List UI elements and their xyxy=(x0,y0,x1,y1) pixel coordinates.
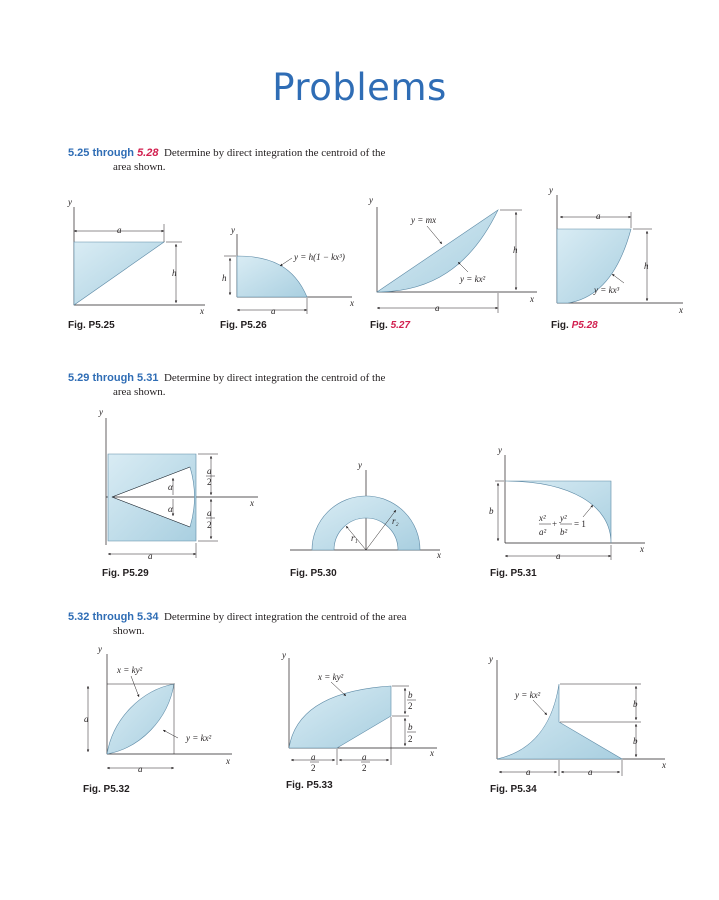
dim-a-vertical: a xyxy=(84,714,89,724)
dim-a: a xyxy=(271,306,276,316)
x-axis-label: x xyxy=(350,298,354,308)
dim-h: h xyxy=(222,273,227,283)
dim-b-half-num: b xyxy=(408,690,413,700)
x-axis-label: x xyxy=(662,760,666,770)
dim-a-half-den-2: 2 xyxy=(207,520,212,530)
figure-p526 xyxy=(222,225,354,316)
eq-den-2: b² xyxy=(560,527,568,537)
problem-text: Determine by direct integration the centroid of the xyxy=(163,372,386,384)
y-axis-label: y xyxy=(498,445,502,455)
x-axis-label: x xyxy=(200,306,204,316)
dim-a-horizontal: a xyxy=(138,764,143,774)
caption-p531: Fig. P5.31 xyxy=(490,568,537,579)
caption-p533: Fig. P5.33 xyxy=(286,780,333,791)
y-axis-label: y xyxy=(549,185,553,195)
dim-b-half-den-2: 2 xyxy=(408,734,413,744)
figure-p534 xyxy=(488,654,666,777)
figure-p529 xyxy=(98,407,258,561)
y-axis-label: y xyxy=(99,407,103,417)
caption-p525: Fig. P5.25 xyxy=(68,320,115,331)
problem-text: Determine by direct integration the centroid of the area xyxy=(163,611,407,623)
caption-p534: Fig. P5.34 xyxy=(490,784,537,795)
problem-text: Determine by direct integration the centroid of the xyxy=(163,147,386,159)
dim-b-half-den: 2 xyxy=(408,701,413,711)
dim-a-half-den: 2 xyxy=(311,763,316,773)
square-minus-sector-area xyxy=(108,454,196,541)
y-axis-label: y xyxy=(68,197,72,207)
curve-equation: y = kx² xyxy=(460,274,486,284)
y-axis-label: y xyxy=(358,460,362,470)
problem-text-cont: area shown. xyxy=(113,386,166,398)
dim-h: h xyxy=(513,245,518,255)
dim-a: a xyxy=(435,303,440,313)
dim-h: h xyxy=(172,268,177,278)
eq-num-1: x² xyxy=(539,513,546,523)
figure-p530 xyxy=(290,460,441,560)
y-axis-label: y xyxy=(98,644,102,654)
eq-num-2: y² xyxy=(560,513,567,523)
line-equation: y = mx xyxy=(411,215,437,225)
eq-plus: + xyxy=(552,519,558,529)
x-axis-label: x xyxy=(640,544,644,554)
angle-alpha-upper: α xyxy=(168,482,173,492)
lens-area xyxy=(107,684,174,754)
curve-equation: y = kx³ xyxy=(594,285,620,295)
curve-equation-1: x = ky² xyxy=(117,665,143,675)
radius-r1: r₁ xyxy=(351,533,358,543)
spandrel-area xyxy=(505,481,611,543)
triangle-area xyxy=(74,242,164,305)
problem-number: 5.29 through 5.31 xyxy=(68,372,159,384)
dim-a: a xyxy=(117,225,122,235)
dim-b-upper: b xyxy=(633,699,638,709)
dim-b-lower: b xyxy=(633,736,638,746)
problem-text-cont: area shown. xyxy=(113,161,166,173)
figure-p525 xyxy=(67,197,205,316)
dim-a-half-den: 2 xyxy=(207,477,212,487)
dim-a-half-num: a xyxy=(311,752,316,762)
y-axis-label: y xyxy=(369,195,373,205)
curve-equation: y = h(1 − kx³) xyxy=(294,252,345,262)
dim-a-right: a xyxy=(588,767,593,777)
x-axis-label: x xyxy=(226,756,230,766)
figure-p531 xyxy=(489,445,645,561)
problem-number: 5.32 through 5.34 xyxy=(68,611,159,623)
figure-p533 xyxy=(281,650,437,773)
dim-a-half-num-2: a xyxy=(362,752,367,762)
page-title: Problems xyxy=(272,66,447,109)
eq-rhs: = 1 xyxy=(574,519,586,529)
x-axis-label: x xyxy=(250,498,254,508)
dim-a-half-num-2: a xyxy=(207,508,212,518)
dim-a-left: a xyxy=(526,767,531,777)
eq-den-1: a² xyxy=(539,527,547,537)
problem-text-cont: shown. xyxy=(113,625,145,637)
caption-p527: Fig. 5.27 xyxy=(370,320,411,331)
figure-p528 xyxy=(548,185,683,315)
problem-number: 5.25 through 5.28 xyxy=(68,147,159,159)
caption-p526: Fig. P5.26 xyxy=(220,320,267,331)
x-axis-label: x xyxy=(430,748,434,758)
curve-equation-2: y = kx² xyxy=(186,733,212,743)
dim-h: h xyxy=(644,261,649,271)
caption-p532: Fig. P5.32 xyxy=(83,784,130,795)
dim-b: b xyxy=(489,506,494,516)
angle-alpha-lower: α xyxy=(168,504,173,514)
y-axis-label: y xyxy=(489,654,493,664)
caption-p528: Fig. P5.28 xyxy=(551,320,598,331)
y-axis-label: y xyxy=(231,225,235,235)
dim-a-half-den-2: 2 xyxy=(362,763,367,773)
y-axis-label: y xyxy=(282,650,286,660)
dim-a: a xyxy=(596,211,601,221)
figure-p527 xyxy=(368,195,537,313)
dim-a: a xyxy=(556,551,561,561)
radius-r2: r₂ xyxy=(392,516,399,526)
caption-p529: Fig. P5.29 xyxy=(102,568,149,579)
caption-p530: Fig. P5.30 xyxy=(290,568,337,579)
x-axis-label: x xyxy=(679,305,683,315)
curve-equation: y = kx² xyxy=(515,690,541,700)
dim-a: a xyxy=(148,551,153,561)
dim-a-half-num: a xyxy=(207,466,212,476)
dim-b-half-num-2: b xyxy=(408,722,413,732)
curve-equation: x = ky² xyxy=(318,672,344,682)
curved-area xyxy=(237,256,307,297)
x-axis-label: x xyxy=(530,294,534,304)
figure-p532 xyxy=(84,644,232,774)
curved-area xyxy=(289,686,391,748)
x-axis-label: x xyxy=(437,550,441,560)
